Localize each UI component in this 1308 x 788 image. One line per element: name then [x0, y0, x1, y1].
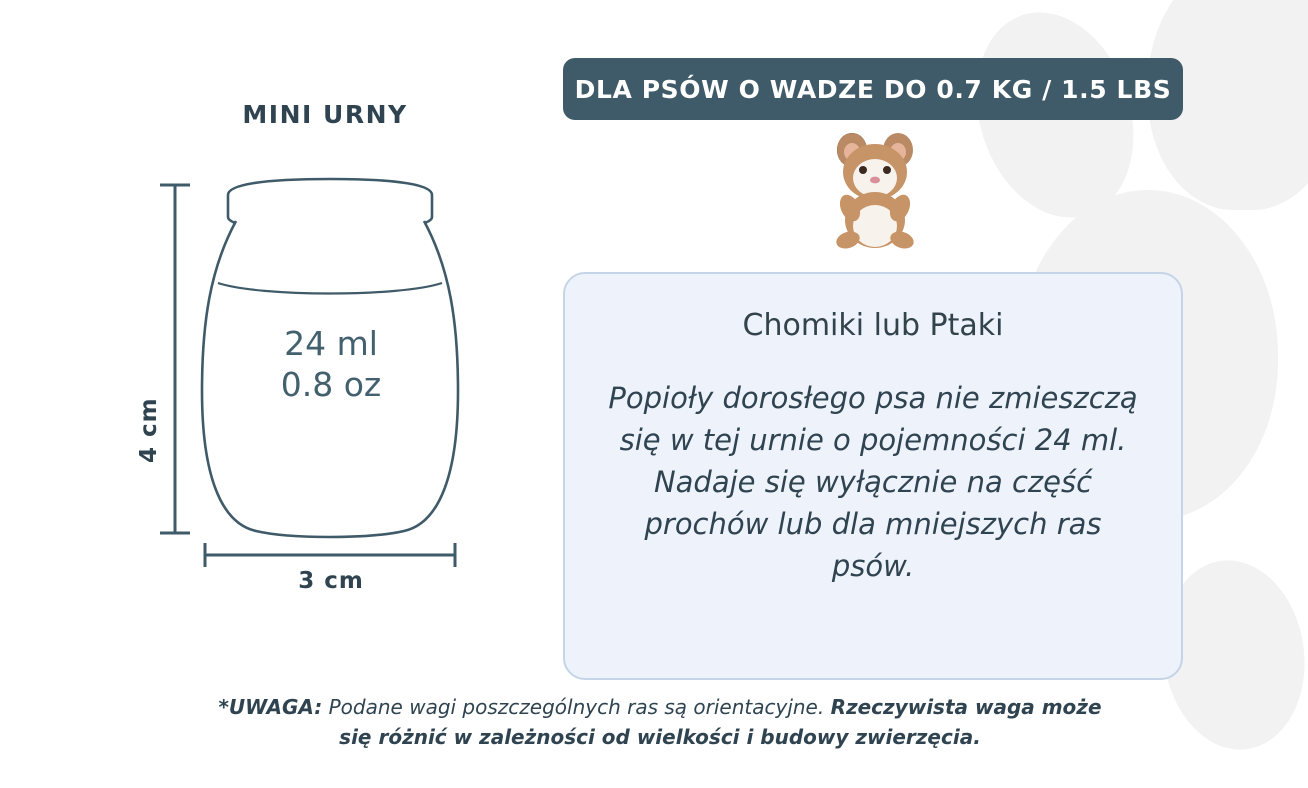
info-card: [563, 272, 1183, 680]
width-label: 3 cm: [298, 568, 364, 594]
volume-ml: 24 ml: [284, 324, 378, 363]
card-body: Popioły dorosłego psa nie zmieszczą się w tej urnie o pojemności 24 ml. Nadaje się wyłącznie na część prochów lub dla mniejszych ras psów.: [608, 381, 1138, 584]
footnote-bold: Rzeczywista waga może się różnić w zależności od wielkości i budowy zwierzęcia.: [339, 695, 1102, 749]
urn-volume-text: [60, 323, 580, 406]
footnote: [200, 692, 1120, 752]
height-label: 4 cm: [136, 397, 162, 463]
urn-diagram: [60, 173, 580, 653]
urn-title: MINI URNY: [242, 100, 408, 129]
volume-oz: 0.8 oz: [280, 365, 382, 405]
footnote-lead: *UWAGA:: [218, 695, 323, 719]
card-title: Chomiki lub Ptaki: [742, 308, 1004, 343]
weight-badge: DLA PSÓW O WADZE DO 0.7 KG / 1.5 LBS: [563, 58, 1183, 120]
width-dimension-line: [205, 543, 455, 567]
footnote-normal: Podane wagi poszczególnych ras są orientacyjne.: [322, 695, 831, 719]
urn-panel: [60, 100, 580, 680]
hamster-icon: [800, 128, 950, 258]
